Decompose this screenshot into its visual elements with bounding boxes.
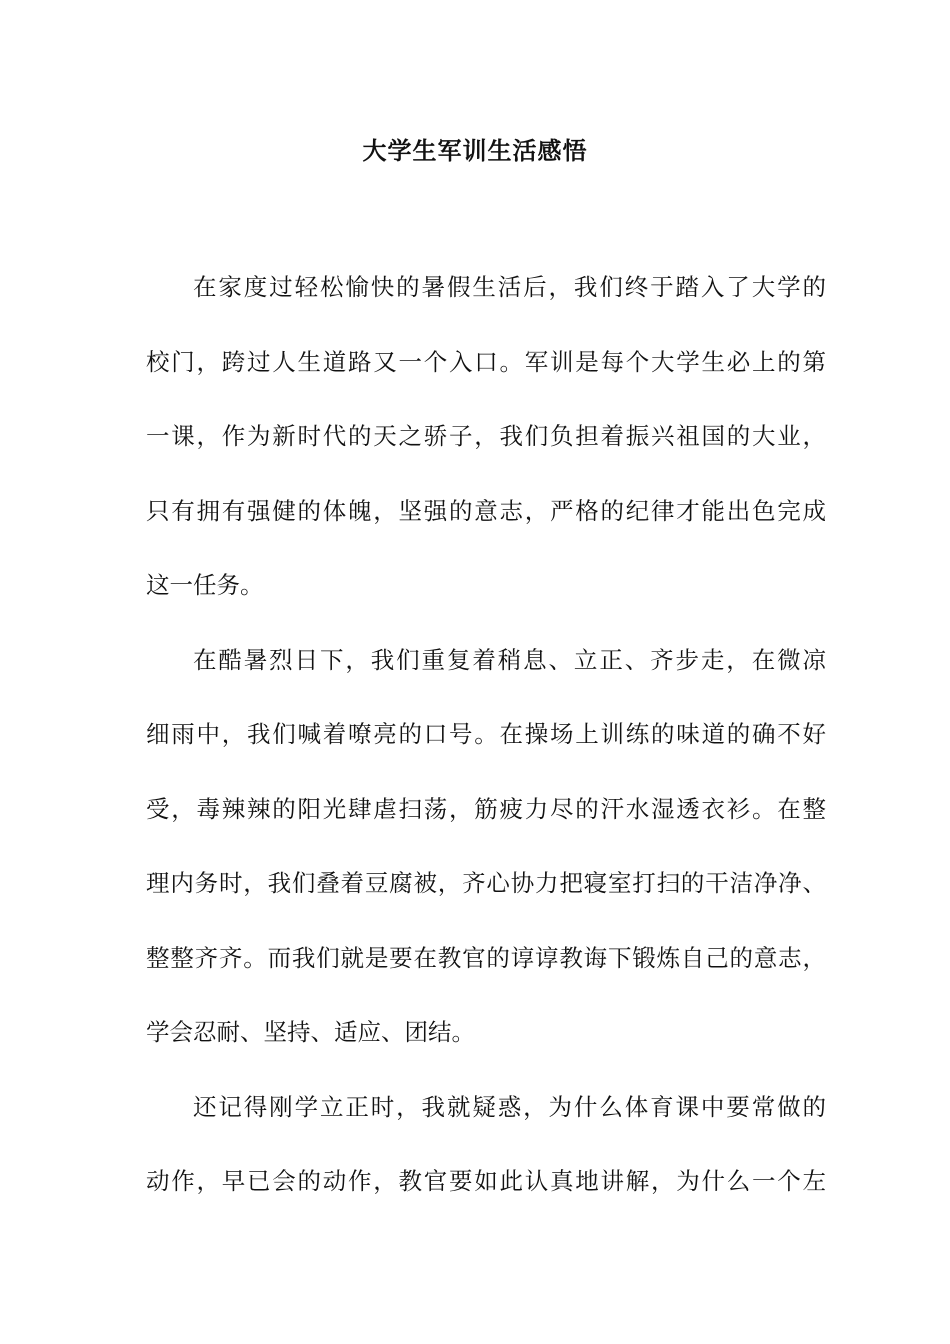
paragraph-line: 理内务时，我们叠着豆腐被，齐心协力把寝室打扫的干洁净净、	[146, 869, 826, 897]
paragraph-line: 校门，跨过人生道路又一个入口。军训是每个大学生必上的第	[146, 347, 826, 376]
paragraph-line: 整整齐齐。而我们就是要在教官的谆谆教诲下锻炼自己的意志，	[146, 943, 826, 972]
paragraph-line: 只有拥有强健的体魄，坚强的意志，严格的纪律才能出色完成	[146, 496, 826, 525]
paragraph-line: 动作，早已会的动作，教官要如此认真地讲解，为什么一个左	[146, 1167, 826, 1195]
paragraph-line: 在酷暑烈日下，我们重复着稍息、立正、齐步走，在微凉	[193, 645, 826, 674]
paragraph-line: 细雨中，我们喊着嘹亮的口号。在操场上训练的味道的确不好	[146, 720, 826, 748]
paragraph-line: 受，毒辣辣的阳光肆虐扫荡，筋疲力尽的汗水湿透衣衫。在整	[146, 794, 826, 823]
paragraph-line: 在家度过轻松愉快的暑假生活后，我们终于踏入了大学的	[193, 273, 826, 301]
document-body	[146, 250, 826, 1219]
paragraph-1	[146, 250, 826, 623]
paragraph-2	[146, 623, 826, 1070]
paragraph-line: 还记得刚学立正时，我就疑惑，为什么体育课中要常做的	[193, 1092, 826, 1121]
paragraph-3	[146, 1070, 826, 1219]
paragraph-line: 这一任务。	[146, 571, 264, 599]
paragraph-line: 一课，作为新时代的天之骄子，我们负担着振兴祖国的大业，	[146, 422, 826, 450]
paragraph-line: 学会忍耐、坚持、适应、团结。	[146, 1018, 475, 1046]
document-title: 大学生军训生活感悟	[362, 137, 588, 165]
